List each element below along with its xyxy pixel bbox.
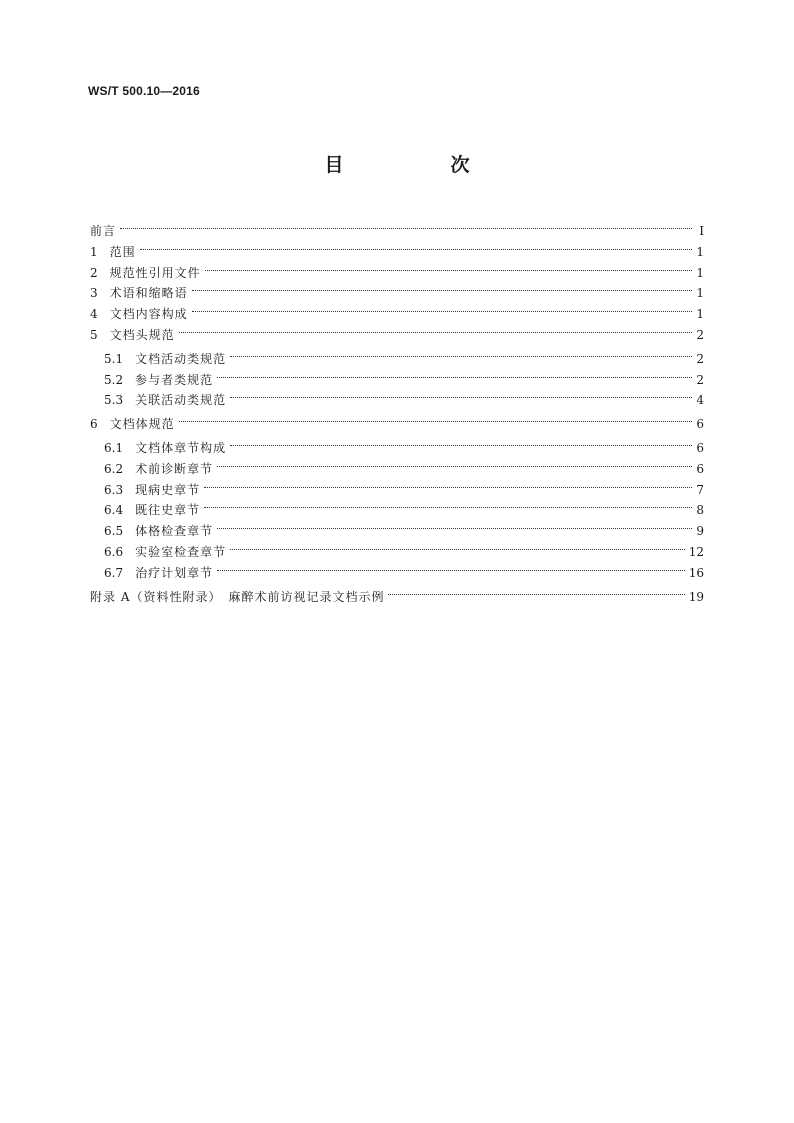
toc-entry[interactable] [90,257,704,278]
toc-entry-page: Ⅰ [699,224,704,238]
toc-leader-dots [217,557,685,577]
toc-entry-number: 6.2 [104,461,124,476]
toc-entry-text: 范围 [109,244,136,259]
toc-entry-page: 2 [696,327,704,342]
toc-entry-label [90,304,192,325]
toc-entry[interactable] [90,408,704,432]
toc-entry-page: 6 [696,417,704,432]
toc-entry-text: 前言 [90,224,117,238]
toc-entry-label [104,459,217,480]
toc-entry[interactable] [90,581,704,602]
toc-entry-label [104,370,217,391]
toc-entry-page: 8 [696,503,704,518]
toc-entry-number: 5.1 [104,351,124,366]
toc-entry-page: 12 [688,544,704,559]
toc-entry-label [104,521,217,542]
toc-leader-dots [217,515,692,535]
toc-leader-dots [230,432,692,452]
toc-entry-number: 6.1 [104,440,124,455]
toc-entry-label [104,542,230,563]
toc-entry-number: 6.3 [104,482,124,497]
toc-leader-dots [388,581,684,601]
toc-entry-number: 5.3 [104,393,124,408]
toc-entry-number: 4 [90,307,98,322]
toc-entry-number: 6.7 [104,565,124,580]
toc-entry-page: 6 [696,461,704,476]
toc-entry-page: 6 [696,440,704,455]
toc-entry-text: 既往史章节 [135,503,201,518]
toc-entry-page: 1 [696,307,704,322]
toc-entry-text: 文档头规范 [109,327,175,342]
toc-entry-page: 16 [688,565,704,580]
toc-leader-dots [205,257,692,277]
toc-entry[interactable] [90,343,704,364]
toc-entry-page: 1 [696,244,704,259]
toc-entry-page: 1 [696,286,704,301]
toc-entry-page: 4 [696,393,704,408]
toc-leader-dots [217,453,692,473]
toc-leader-dots [230,536,685,556]
toc-leader-dots [204,474,692,494]
toc-entry-number: 5 [90,327,98,342]
toc-entry-text: 文档体规范 [109,417,175,432]
toc-heading: 目 次 [324,154,514,176]
toc-entry-text: 关联活动类规范 [135,393,227,408]
toc-entry-number: 5.2 [104,372,124,387]
toc-leader-dots [192,298,692,318]
toc-entry-text: 治疗计划章节 [135,565,214,580]
toc-entry-page: 7 [696,482,704,497]
toc-leader-dots [230,384,692,404]
toc-entry-text: 实验室检查章节 [135,544,227,559]
toc-entry-number: 6 [90,417,98,432]
toc-entry-page: 19 [688,589,704,604]
toc-entry[interactable] [90,215,704,236]
toc-entry-label [90,414,179,435]
toc-entry-number: 1 [90,244,98,259]
toc-leader-dots [179,408,692,428]
toc-entry-text: 术前诊断章节 [135,461,214,476]
toc-entry-number: 3 [90,286,98,301]
toc-entry-number: 6.6 [104,544,124,559]
toc-leader-dots [192,277,692,297]
toc-leader-dots [204,494,692,514]
toc-entry-text: 文档体章节构成 [135,440,227,455]
table-of-contents [90,215,704,604]
toc-leader-dots [120,215,692,235]
toc-entry-label [104,563,217,584]
toc-entry-label [104,349,230,370]
toc-entry-label [104,438,230,459]
toc-entry[interactable] [90,319,704,340]
toc-entry-text: 术语和缩略语 [109,286,188,301]
toc-entry-text: 规范性引用文件 [109,265,201,280]
toc-entry-label [104,480,204,501]
toc-entry-page: 1 [696,265,704,280]
toc-entry-text: 文档内容构成 [109,307,188,322]
toc-entry-label [90,325,179,346]
toc-entry-label [90,242,140,263]
toc-entry[interactable] [90,432,704,453]
toc-entry-page: 9 [696,524,704,539]
toc-entry-label [90,221,120,242]
toc-entry-number: 2 [90,265,98,280]
toc-leader-dots [140,236,692,256]
toc-leader-dots [230,343,692,363]
toc-entry-text: 现病史章节 [135,482,201,497]
toc-leader-dots [217,364,692,384]
toc-entry-text: 体格检查章节 [135,524,214,539]
toc-entry-page: 2 [696,351,704,366]
toc-entry-label [90,283,192,304]
toc-entry-page: 2 [696,372,704,387]
document-code: WS/T 500.10—2016 [88,84,200,98]
toc-entry-text: 参与者类规范 [135,372,214,387]
toc-entry-label [90,587,388,608]
toc-entry-label [104,500,204,521]
toc-entry-number: 6.5 [104,524,124,539]
toc-leader-dots [179,319,692,339]
toc-entry[interactable] [90,236,704,257]
toc-entry-number: 6.4 [104,503,124,518]
toc-entry-text: 附录 A（资料性附录） 麻醉术前访视记录文档示例 [90,589,385,604]
toc-entry-label [90,263,205,284]
toc-entry-text: 文档活动类规范 [135,351,227,366]
